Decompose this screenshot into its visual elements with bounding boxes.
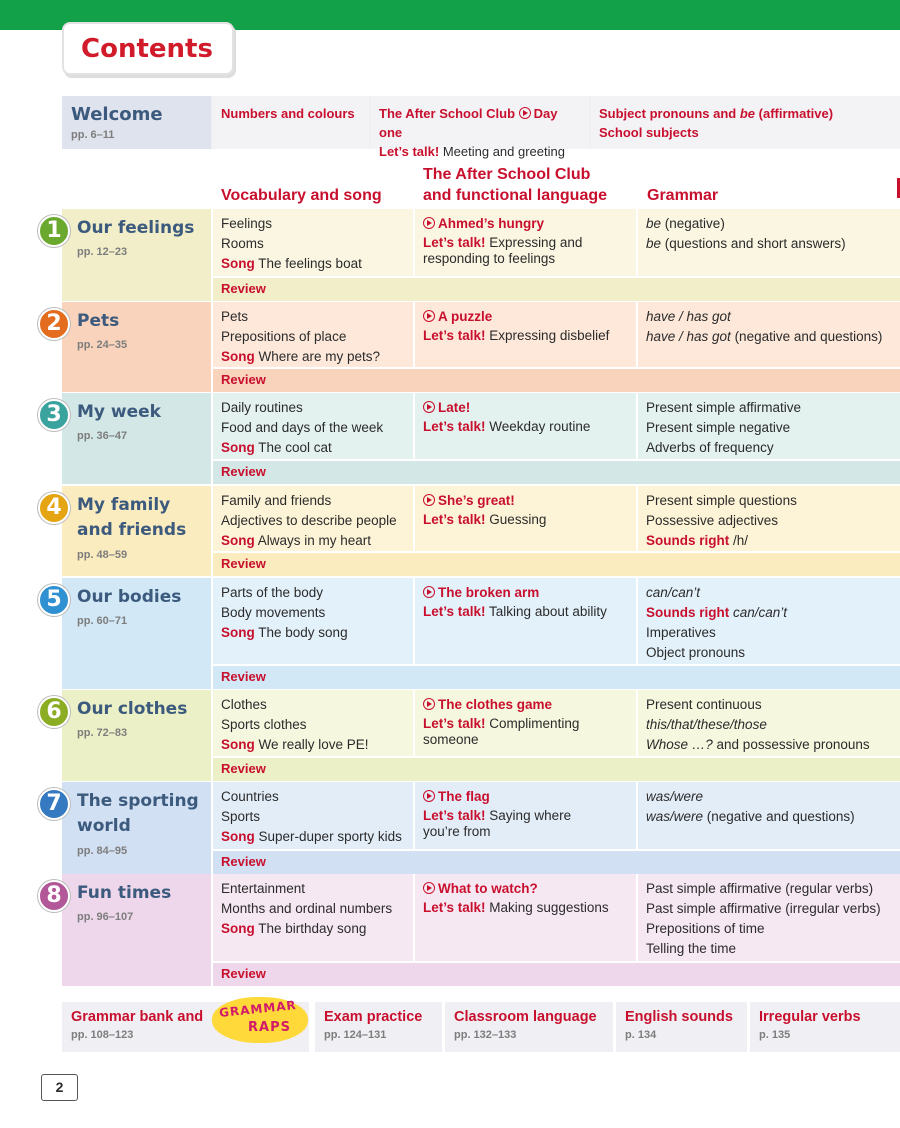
header-club-1: The After School Club [423, 166, 591, 183]
talk-text: Complimenting [489, 716, 580, 731]
club-cell [415, 209, 636, 276]
episode-title: The clothes game [438, 697, 553, 712]
unit-pages: pp. 48–59 [77, 549, 128, 561]
unit-pages: pp. 24–35 [77, 339, 128, 351]
vocab-cell [213, 209, 413, 276]
unit-title: Pets [77, 311, 120, 331]
unit-number-badge: 1 [38, 215, 70, 247]
talk-text-2: someone [423, 732, 479, 747]
grammar-item: was/were (negative and questions) [646, 809, 855, 824]
talk-text: Expressing and [489, 235, 583, 250]
title-box [62, 22, 234, 75]
vocab-item: Adjectives to describe people [221, 513, 397, 528]
sounds-right-label: Sounds right [646, 533, 730, 548]
unit-row [46, 874, 900, 986]
play-icon [423, 310, 435, 322]
unit-pages: pp. 96–107 [77, 911, 134, 923]
unit-number-badge: 6 [38, 696, 70, 728]
welcome-grammar [591, 96, 900, 149]
grammar-item: have / has got [646, 309, 731, 324]
song-label: Song [221, 921, 255, 936]
song-label: Song [221, 349, 255, 364]
vocab-cell [213, 690, 413, 756]
welcome-g-a: Subject pronouns and [599, 106, 737, 121]
bottom-pages: pp. 124–131 [324, 1029, 387, 1041]
club-cell [415, 486, 636, 551]
review-link[interactable]: Review [213, 461, 900, 484]
welcome-row [62, 96, 900, 159]
song-label: Song [221, 440, 255, 455]
vocab-item: Months and ordinal numbers [221, 901, 393, 916]
bottom-sounds [616, 1002, 747, 1052]
play-icon [423, 494, 435, 506]
vocab-cell [213, 302, 413, 367]
grammar-cell [638, 782, 900, 849]
review-link[interactable]: Review [213, 369, 900, 392]
grammar-item: Present simple negative [646, 420, 791, 435]
vocab-item: Sports clothes [221, 717, 307, 732]
lets-talk-label: Let’s talk! [423, 808, 486, 823]
grammar-raps-logo [212, 997, 308, 1043]
episode-title: Ahmed’s hungry [438, 216, 545, 231]
song-title: We really love PE! [258, 737, 369, 752]
song-title: Always in my heart [257, 533, 372, 548]
talk-text-2: responding to feelings [423, 251, 556, 266]
vocab-item: Entertainment [221, 881, 306, 896]
welcome-label [62, 96, 211, 149]
lets-talk-label: Let’s talk! [423, 716, 486, 731]
lets-talk-label: Let’s talk! [423, 900, 486, 915]
unit-pages: pp. 72–83 [77, 727, 128, 739]
talk-text: Expressing disbelief [489, 328, 610, 343]
unit-label [46, 302, 211, 392]
talk-text: Guessing [489, 512, 547, 527]
vocab-item: Clothes [221, 697, 267, 712]
song-label: Song [221, 625, 255, 640]
vocab-item: Feelings [221, 216, 273, 231]
unit-row [46, 209, 900, 301]
talk-text: Weekday routine [489, 419, 591, 434]
grammar-item: Object pronouns [646, 645, 746, 660]
song-title: Super-duper sporty kids [258, 829, 402, 844]
bottom-title: Irregular verbs [759, 1009, 861, 1025]
bottom-pages: pp. 132–133 [454, 1029, 517, 1041]
unit-label [46, 690, 211, 781]
grammar-item: Present continuous [646, 697, 762, 712]
grammar-cell [638, 874, 900, 961]
bottom-pages: pp. 108–123 [71, 1029, 134, 1041]
grammar-item: this/that/these/those [646, 717, 767, 732]
bottom-pages: p. 135 [759, 1029, 791, 1041]
vocab-cell [213, 393, 413, 459]
grammar-item: Present simple affirmative [646, 400, 802, 415]
unit-label [46, 578, 211, 689]
unit-title: Our clothes [77, 699, 188, 719]
grammar-cell [638, 690, 900, 756]
episode-title: The broken arm [438, 585, 540, 600]
play-icon [519, 107, 531, 119]
talk-text: Talking about ability [489, 604, 607, 619]
welcome-day: Day one [379, 106, 558, 140]
unit-label [46, 486, 211, 576]
unit-pages: pp. 84–95 [77, 845, 128, 857]
welcome-vocab [213, 96, 369, 149]
unit-row [46, 486, 900, 576]
episode-title: The flag [438, 789, 490, 804]
grammar-item: Present simple questions [646, 493, 797, 508]
welcome-talk: Meeting and greeting [442, 144, 565, 159]
review-link[interactable]: Review [213, 963, 900, 986]
talk-text: Saying where [489, 808, 572, 823]
header-club-2: and functional language [423, 187, 608, 204]
song-title: The birthday song [258, 921, 367, 936]
welcome-club-title: The After School Club [379, 106, 516, 121]
unit-row [46, 782, 900, 874]
grammar-cell [638, 393, 900, 459]
club-cell [415, 393, 636, 459]
welcome-g-b: (affirmative) [758, 106, 834, 121]
unit-label [46, 874, 211, 986]
unit-pages: pp. 60–71 [77, 615, 128, 627]
vocab-item: Body movements [221, 605, 326, 620]
bottom-irregular [750, 1002, 900, 1052]
welcome-g-be: be [739, 106, 756, 121]
review-link[interactable]: Review [213, 278, 900, 301]
club-cell [415, 302, 636, 367]
page-number: 2 [41, 1074, 78, 1101]
episode-title: She’s great! [438, 493, 515, 508]
club-cell [415, 578, 636, 664]
vocab-item: Daily routines [221, 400, 303, 415]
grammar-item: was/were [646, 789, 704, 804]
grammar-item: Imperatives [646, 625, 716, 640]
unit-label [46, 393, 211, 484]
vocab-cell [213, 578, 413, 664]
song-label: Song [221, 737, 255, 752]
song-title: The feelings boat [258, 256, 362, 271]
vocab-item: Pets [221, 309, 249, 324]
episode-title: A puzzle [438, 309, 493, 324]
unit-number-badge: 3 [38, 399, 70, 431]
lets-talk-label: Let’s talk! [423, 419, 486, 434]
grammar-item: Adverbs of frequency [646, 440, 774, 455]
sounds-right-text: /h/ [733, 533, 749, 548]
song-title: Where are my pets? [258, 349, 381, 364]
song-label: Song [221, 533, 255, 548]
review-link[interactable]: Review [213, 666, 900, 689]
lets-talk-label: Let’s talk! [379, 144, 440, 159]
welcome-g-c: School subjects [599, 125, 699, 140]
vocab-cell [213, 874, 413, 961]
play-icon [423, 698, 435, 710]
header-vocab: Vocabulary and song [221, 187, 382, 204]
episode-title: What to watch? [438, 881, 538, 896]
grammar-item: be (negative) [646, 216, 725, 231]
grammar-item: can/can’t [646, 585, 701, 600]
unit-number-badge: 5 [38, 584, 70, 616]
grammar-item: have / has got (negative and questions) [646, 329, 883, 344]
unit-number-badge: 4 [38, 492, 70, 524]
bottom-exam [315, 1002, 442, 1052]
song-title: The body song [258, 625, 348, 640]
unit-label [46, 782, 211, 874]
unit-pages: pp. 36–47 [77, 430, 128, 442]
lets-talk-label: Let’s talk! [423, 512, 486, 527]
welcome-club [371, 96, 589, 159]
vocab-item: Rooms [221, 236, 264, 251]
grammar-item: Possessive adjectives [646, 513, 779, 528]
unit-title: My week [77, 402, 161, 422]
bottom-title: English sounds [625, 1009, 733, 1025]
play-icon [423, 790, 435, 802]
club-cell [415, 874, 636, 961]
talk-text-2: you’re from [423, 824, 491, 839]
grammar-cell [638, 578, 900, 664]
bottom-bar [62, 1002, 900, 1052]
unit-row [46, 690, 900, 781]
page-title: Contents [81, 34, 213, 64]
welcome-col1: Numbers and colours [221, 106, 355, 121]
review-link[interactable]: Review [213, 553, 900, 576]
grammar-item: Telling the time [646, 941, 737, 956]
club-cell [415, 782, 636, 849]
play-icon [423, 882, 435, 894]
grammar-cell [638, 302, 900, 367]
episode-title: Late! [438, 400, 471, 415]
bottom-title: Classroom language [454, 1009, 597, 1025]
song-label: Song [221, 829, 255, 844]
bottom-title: Exam practice [324, 1009, 423, 1025]
vocab-item: Food and days of the week [221, 420, 384, 435]
review-link[interactable]: Review [213, 851, 900, 874]
grammar-item: Whose …? and possessive pronouns [646, 737, 870, 752]
grammar-cell [638, 486, 900, 551]
unit-row [46, 302, 900, 392]
bottom-title: Grammar bank and [71, 1009, 204, 1025]
unit-number-badge: 2 [38, 308, 70, 340]
unit-number-badge: 8 [38, 880, 70, 912]
grammar-cell [638, 209, 900, 276]
header-grammar: Grammar [647, 187, 719, 204]
play-icon [423, 586, 435, 598]
lets-talk-label: Let’s talk! [423, 604, 486, 619]
play-icon [423, 401, 435, 413]
vocab-cell [213, 782, 413, 849]
vocab-cell [213, 486, 413, 551]
review-link[interactable]: Review [213, 758, 900, 781]
welcome-title: Welcome [71, 104, 163, 125]
bottom-classroom [445, 1002, 613, 1052]
sounds-right-label: Sounds right [646, 605, 730, 620]
raps-line2: RAPS [248, 1020, 291, 1035]
unit-number-badge: 7 [38, 788, 70, 820]
song-label: Song [221, 256, 255, 271]
sounds-right-text: can/can’t [733, 605, 788, 620]
unit-title: The sporting world [77, 791, 199, 836]
grammar-item: Past simple affirmative (irregular verbs) [646, 901, 881, 916]
talk-text: Making suggestions [489, 900, 609, 915]
unit-row [46, 578, 900, 689]
unit-title: Our bodies [77, 587, 182, 607]
vocab-item: Family and friends [221, 493, 332, 508]
unit-row [46, 393, 900, 484]
vocab-item: Countries [221, 789, 279, 804]
unit-title: My family and friends [77, 495, 187, 540]
club-cell [415, 690, 636, 756]
grammar-item: Prepositions of time [646, 921, 765, 936]
vocab-item: Parts of the body [221, 585, 324, 600]
play-icon [423, 217, 435, 229]
vocab-item: Prepositions of place [221, 329, 347, 344]
unit-title: Fun times [77, 883, 172, 903]
lets-talk-label: Let’s talk! [423, 235, 486, 250]
unit-title: Our feelings [77, 218, 195, 238]
bottom-pages: p. 134 [625, 1029, 657, 1041]
song-title: The cool cat [258, 440, 332, 455]
welcome-pages: pp. 6–11 [71, 129, 115, 141]
grammar-item: Past simple affirmative (regular verbs) [646, 881, 874, 896]
unit-label [46, 209, 211, 301]
vocab-item: Sports [221, 809, 261, 824]
raps-line1: GRAMMAR [218, 997, 298, 1021]
lets-talk-label: Let’s talk! [423, 328, 486, 343]
grammar-item: be (questions and short answers) [646, 236, 846, 251]
unit-pages: pp. 12–23 [77, 246, 128, 258]
